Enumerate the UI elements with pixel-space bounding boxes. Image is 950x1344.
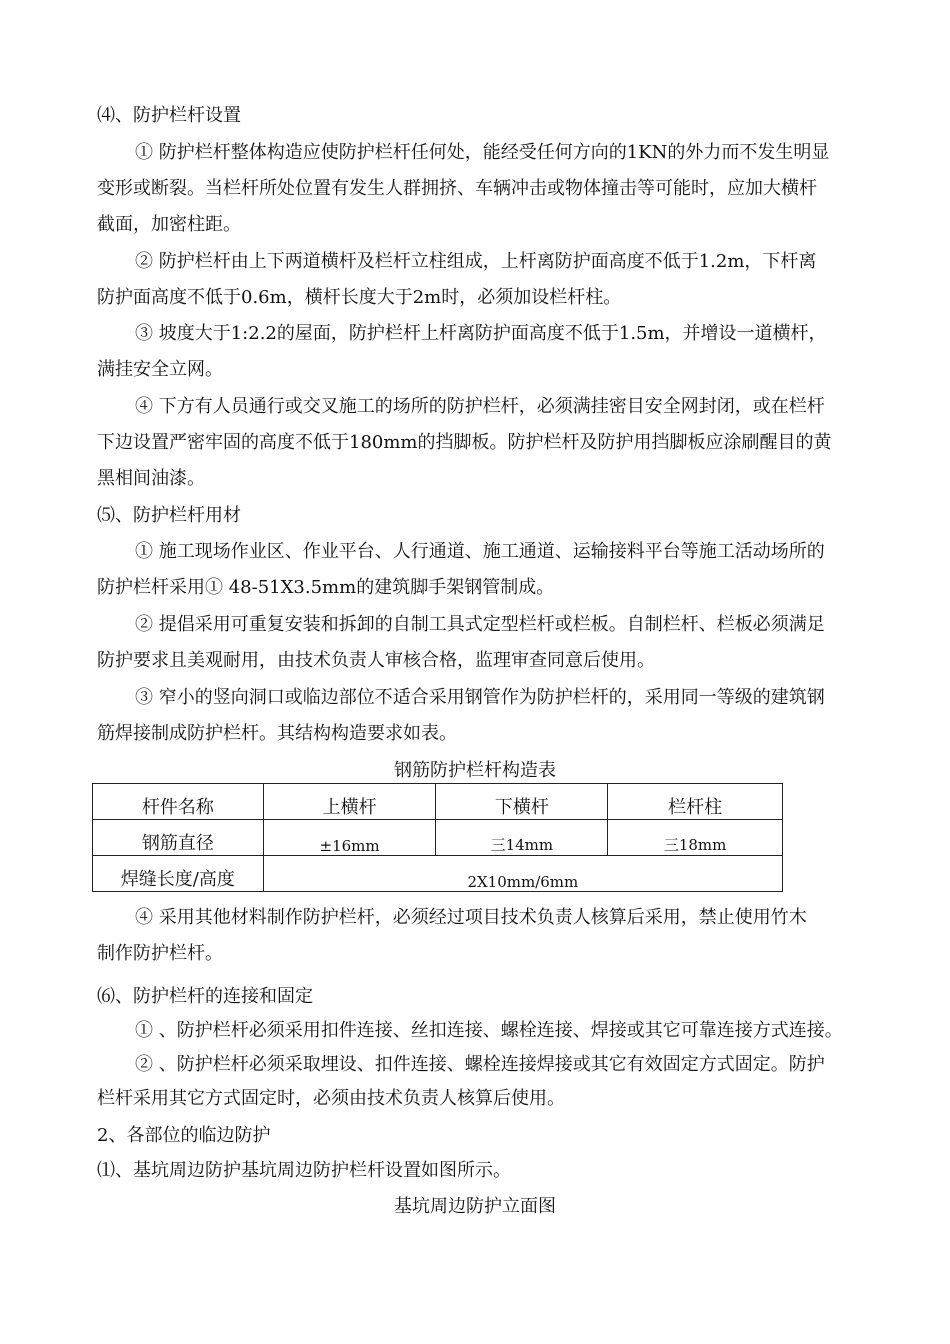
paragraph-line: 防护栏杆采用① 48-51X3.5mm的建筑脚手架钢管制成。 [97, 577, 555, 598]
header-cell: 杆件名称 [93, 784, 264, 820]
paragraph-line: ① 、防护栏杆必须采用扣件连接、丝扣连接、螺栓连接、焊接或其它可靠连接方式连接。 [135, 1020, 843, 1041]
paragraph-line: 下边设置严密牢固的高度不低于180mm的挡脚板。防护栏杆及防护用挡脚板应涂刷醒目的黄 [97, 432, 832, 453]
table-cell: 三14mm [436, 820, 608, 856]
paragraph-line: ④ 采用其他材料制作防护栏杆，必须经过项目技术负责人核算后采用，禁止使用竹木 [135, 907, 807, 928]
section-heading: ⑷、防护栏杆设置 [97, 105, 241, 126]
table-header-row [93, 784, 783, 820]
paragraph-line: 筋焊接制成防护栏杆。其结构构造要求如表。 [97, 723, 457, 744]
paragraph-line: ① 施工现场作业区、作业平台、人行通道、施工通道、运输接料平台等施工活动场所的 [135, 541, 825, 562]
paragraph-line: ⑴、基坑周边防护基坑周边防护栏杆设置如图所示。 [97, 1160, 511, 1181]
paragraph-line: ③ 坡度大于1:2.2的屋面，防护栏杆上杆离防护面高度不低于1.5m，并增设一道横杆， [135, 323, 827, 344]
paragraph-line: 防护要求且美观耐用，由技术负责人审核合格，监理审查同意后使用。 [97, 650, 655, 671]
table-row [93, 820, 783, 856]
figure-caption: 基坑周边防护立面图 [394, 1196, 556, 1217]
paragraph-line: ④ 下方有人员通行或交叉施工的场所的防护栏杆，必须满挂密目安全网封闭，或在栏杆 [135, 396, 825, 417]
paragraph-line: 制作防护栏杆。 [97, 943, 223, 964]
table-cell: ±16mm [263, 820, 436, 856]
header-cell: 下横杆 [436, 784, 608, 820]
header-cell: 栏杆柱 [608, 784, 783, 820]
paragraph-line: ① 防护栏杆整体构造应使防护栏杆任何处，能经受任何方向的1KN的外力而不发生明显 [135, 142, 830, 163]
paragraph-line: 满挂安全立网。 [97, 359, 223, 380]
paragraph-line: 栏杆采用其它方式固定时，必须由技术负责人核算后使用。 [97, 1088, 565, 1109]
table-cell: 三18mm [608, 820, 783, 856]
table-cell: 钢筋直径 [93, 820, 264, 856]
paragraph-line: 黑相间油漆。 [97, 468, 205, 489]
paragraph-line: 防护面高度不低于0.6m，横杆长度大于2m时，必须加设栏杆柱。 [97, 287, 622, 308]
paragraph-line: 变形或断裂。当栏杆所处位置有发生人群拥挤、车辆冲击或物体撞击等可能时，应加大横杆 [97, 178, 817, 199]
rebar-railing-table [92, 783, 783, 892]
part-heading: 2、各部位的临边防护 [97, 1125, 271, 1146]
table-row [93, 856, 783, 892]
table-cell: 2X10mm/6mm [263, 856, 782, 892]
header-cell: 上横杆 [263, 784, 436, 820]
table-cell: 焊缝长度/高度 [93, 856, 264, 892]
table-caption: 钢筋防护栏杆构造表 [394, 760, 556, 781]
paragraph-line: 截面，加密柱距。 [97, 214, 241, 235]
section-heading: ⑸、防护栏杆用材 [97, 505, 241, 526]
section-heading: ⑹、防护栏杆的连接和固定 [97, 986, 313, 1007]
paragraph-line: ③ 窄小的竖向洞口或临边部位不适合采用钢管作为防护栏杆的，采用同一等级的建筑钢 [135, 687, 825, 708]
paragraph-line: ② 提倡采用可重复安装和拆卸的自制工具式定型栏杆或栏板。自制栏杆、栏板必须满足 [135, 614, 825, 635]
paragraph-line: ② 、防护栏杆必须采取埋设、扣件连接、螺栓连接焊接或其它有效固定方式固定。防护 [135, 1054, 825, 1075]
paragraph-line: ② 防护栏杆由上下两道横杆及栏杆立柱组成，上杆离防护面高度不低于1.2m，下杆离 [135, 251, 817, 272]
